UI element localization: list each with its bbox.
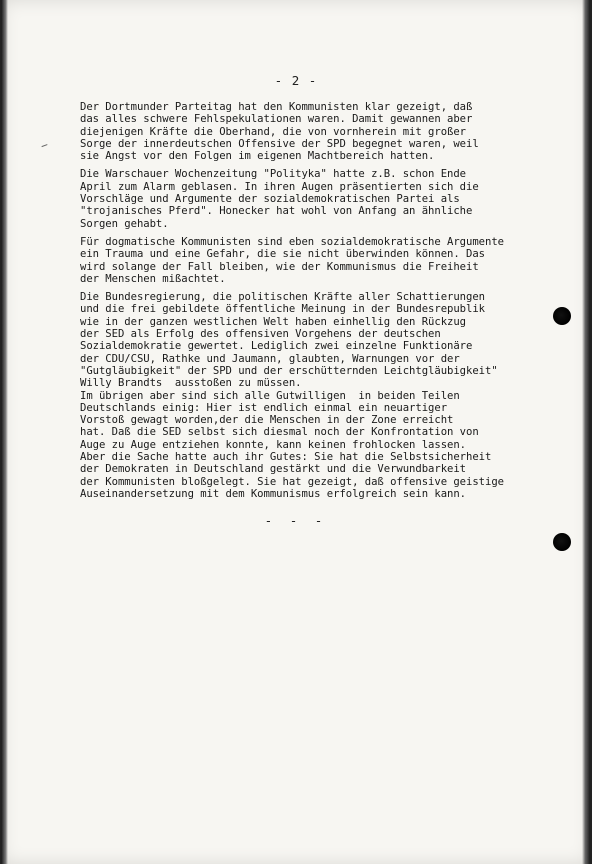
text-line: Sorgen gehabt. [80,217,169,230]
paragraph-3 [80,236,540,285]
text-line: Vorstoß gewagt worden,der die Menschen in der Zone erreicht [80,414,454,427]
text-line: Sozialdemokratie gewertet. Lediglich zwei einzelne Funktionäre [80,340,473,353]
document-body [80,101,540,500]
paragraph-1 [80,101,540,162]
text-line: der Demokraten in Deutschland gestärkt und die Verwundbarkeit [80,463,467,476]
text-line: Vorschläge und Argumente der sozialdemokratischen Partei als [80,193,460,206]
margin-mark [41,144,48,150]
text-line: Im übrigen aber sind sich alle Gutwilligen in beiden Teilen [80,389,460,402]
text-line: Willy Brandts ausstoßen zu müssen. [80,377,302,390]
text-line: und die frei gebildete öffentliche Meinung in der Bundesrepublik [80,303,485,316]
text-line: sie Angst vor den Folgen im eigenen Machtbereich hatten. [80,150,435,163]
text-line: Für dogmatische Kommunisten sind eben sozialdemokratische Argumente [80,235,504,248]
text-line: Auge zu Auge entziehen konnte, kann keinen frohlocken lassen. [80,438,467,451]
text-line: Deutschlands einig: Hier ist endlich einmal ein neuartiger [80,401,448,414]
text-line: Die Bundesregierung, die politischen Kräfte aller Schattierungen [80,291,485,304]
text-line: Auseinandersetzung mit dem Kommunismus erfolgreich sein kann. [80,487,467,500]
punch-hole [553,307,571,325]
text-line: der SED als Erfolg des offensiven Vorgehens der deutschen [80,328,441,341]
paragraph-2 [80,168,540,229]
document-page [2,0,590,864]
text-line: April zum Alarm geblasen. In ihren Augen präsentierten sich die [80,180,479,193]
text-line: "Gutgläubigkeit" der SPD und der erschütternden Leichtgläubigkeit" [80,364,498,377]
text-line: der Kommunisten bloßgelegt. Sie hat gezeigt, daß offensive geistige [80,475,504,488]
page-number: - 2 - [274,73,318,88]
text-line: das alles schwere Fehlspekulationen waren. Damit gewannen aber [80,113,473,126]
text-line: der CDU/CSU, Rathke und Jaumann, glaubten, Warnungen vor der [80,352,460,365]
paragraph-4 [80,291,540,500]
text-line: der Menschen mißachtet. [80,272,226,285]
text-line: Aber die Sache hatte auch ihr Gutes: Sie hat die Selbstsicherheit [80,451,492,464]
text-line: wird solange der Fall bleiben, wie der Kommunismus die Freiheit [80,260,479,273]
text-line: diejenigen Kräfte die Oberhand, die von vornherein mit großer [80,125,467,138]
text-line: Die Warschauer Wochenzeitung "Polityka" hatte z.B. schon Ende [80,168,467,181]
end-mark: - - - [264,513,328,528]
text-line: "trojanisches Pferd". Honecker hat wohl von Anfang an ähnliche [80,205,473,218]
punch-hole [553,533,571,551]
scan-edge-right [582,0,590,864]
text-line: Der Dortmunder Parteitag hat den Kommunisten klar gezeigt, daß [80,101,473,113]
text-line: Sorge der innerdeutschen Offensive der SPD begegnet waren, weil [80,137,479,150]
text-line: wie in der ganzen westlichen Welt haben einhellig den Rückzug [80,315,467,328]
scan-edge-left [2,0,8,864]
text-line: hat. Daß die SED selbst sich diesmal noch der Konfrontation von [80,426,479,439]
text-line: ein Trauma und eine Gefahr, die sie nicht überwinden können. Das [80,248,485,261]
